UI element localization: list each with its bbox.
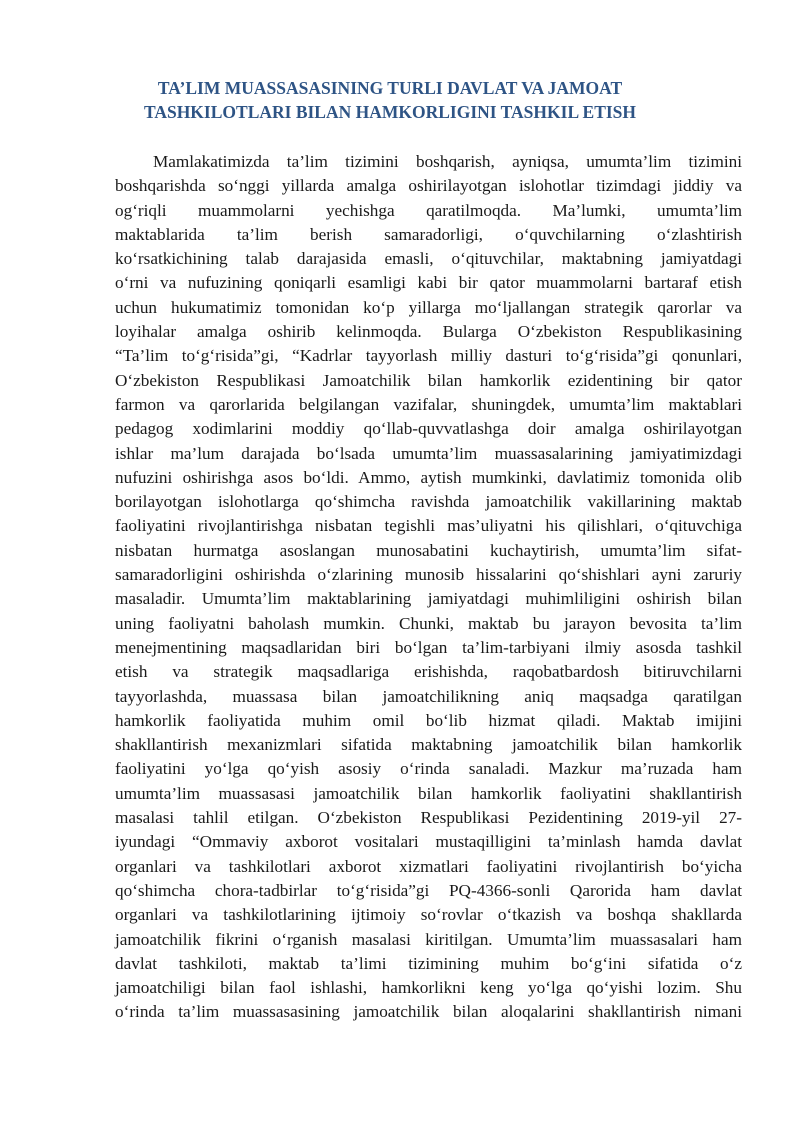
paragraph-line: hamkorlik faoliyatida muhim omil bo‘lib hizmat qiladi. Maktab imijini [115,710,742,730]
paragraph-line: “Ta’lim to‘g‘risida”gi, “Kadrlar tayyorlash milliy dasturi to‘g‘risida”gi qonunlari, [115,346,742,366]
paragraph-line: pedagog xodimlarini moddiy qo‘llab-quvvatlashga doir amalga oshirilayotgan [115,419,742,439]
paragraph-line: farmon va qarorlarida belgilangan vazifalar, shuningdek, umumta’lim maktablari [115,394,742,414]
paragraph-line: iyundagi “Ommaviy axborot vositalari mustaqilligini ta’minlash hamda davlat [115,832,742,852]
paragraph-line: loyihalar amalga oshirib kelinmoqda. Bularga O‘zbekiston Respublikasining [115,322,742,342]
paragraph-line: masalasi tahlil etilgan. O‘zbekiston Respublikasi Pezidentining 2019-yil 27- [115,808,742,828]
document-title [110,76,670,124]
paragraph-line: boshqarishda so‘nggi yillarda amalga oshirilayotgan islohotlar tizimdagi jiddiy va [115,176,742,196]
paragraph-line: etish va strategik maqsadlariga erishishda, raqobatbardosh bitiruvchilarni [115,662,742,682]
paragraph-line: organlari va tashkilotlarining ijtimoiy so‘rovlar o‘tkazish va boshqa shakllarda [115,905,742,925]
paragraph-line: samaradorligini oshirishda o‘zlarining munosib hissalarini qo‘shishlari ayni zaruriy [115,565,742,585]
paragraph-line: O‘zbekiston Respublikasi Jamoatchilik bilan hamkorlik ezidentining bir qator [115,370,742,390]
paragraph-line: umumta’lim muassasasi jamoatchilik bilan hamkorlik faoliyatini shakllantirish [115,783,742,803]
paragraph-line: o‘rinda ta’lim muassasasining jamoatchilik bilan aloqalarini shakllantirish nimani [115,1002,742,1022]
title-line-2: TASHKILOTLARI BILAN HAMKORLIGINI TASHKIL ETISH [143,102,637,122]
paragraph-line: nufuzini oshirishga asos bo‘ldi. Ammo, aytish mumkinki, davlatimiz tomonida olib [115,467,742,487]
paragraph-line: ko‘rsatkichining talab darajasida emasli, o‘qituvchilar, maktabning jamiyatdagi [115,249,742,269]
paragraph-line: jamoatchilik fikrini o‘rganish masalasi kiritilgan. Umumta’lim muassasalari ham [115,929,742,949]
body-paragraph [115,150,742,1025]
paragraph-line: nisbatan hurmatga asoslangan munosabatini kuchaytirish, umumta’lim sifat- [115,540,742,560]
paragraph-line: maktablarida ta’lim berish samaradorligi, o‘quvchilarning o‘zlashtirish [115,224,742,244]
paragraph-line: uning faoliyatni baholash mumkin. Chunki, maktab bu jarayon bevosita ta’lim [115,613,742,633]
paragraph-line: jamoatchiligi bilan faol ishlashi, hamkorlikni keng yo‘lga qo‘yishi lozim. Shu [115,978,742,998]
paragraph-line: organlari va tashkilotlari axborot xizmatlari faoliyatini rivojlantirish bo‘yicha [115,856,742,876]
title-line-1: TA’LIM MUASSASASINING TURLI DAVLAT VA JAMOAT [157,78,623,98]
paragraph-line: menejmentining maqsadlaridan biri bo‘lgan ta’lim-tarbiyani ilmiy asosda tashkil [115,637,742,657]
paragraph-line: borilayotgan islohotlarga qo‘shimcha ravishda jamoatchilik vakillarining maktab [115,492,742,512]
paragraph-line: shakllantirish mexanizmlari sifatida maktabning jamoatchilik bilan hamkorlik [115,735,742,755]
paragraph-line: faoliyatini rivojlantirishga nisbatan tegishli mas’uliyatni his qilishlari, o‘qituvchiga [115,516,742,536]
paragraph-line: davlat tashkiloti, maktab ta’limi tizimining muhim bo‘g‘ini sifatida o‘z [115,953,742,973]
paragraph-line: qo‘shimcha chora-tadbirlar to‘g‘risida”gi PQ-4366-sonli Qarorida ham davlat [115,880,742,900]
paragraph-line: og‘riqli muammolarni yechishga qaratilmoqda. Ma’lumki, umumta’lim [115,200,742,220]
paragraph-line: ishlar ma’lum darajada bo‘lsada umumta’lim muassasalarining jamiyatimizdagi [115,443,742,463]
paragraph-line: masaladir. Umumta’lim maktablarining jamiyatdagi muhimliligini oshirish bilan [115,589,742,609]
paragraph-line: Mamlakatimizda ta’lim tizimini boshqarish, ayniqsa, umumta’lim tizimini [153,152,742,171]
paragraph-line: faoliyatini yo‘lga qo‘yish asosiy o‘rinda sanaladi. Mazkur ma’ruzada ham [115,759,742,779]
paragraph-line: o‘rni va nufuzining qoniqarli esamligi kabi bir qator muammolarni bartaraf etish [115,273,742,293]
paragraph-line: uchun hukumatimiz tomonidan ko‘p yillarga mo‘ljallangan strategik qarorlar va [115,297,742,317]
paragraph-line: tayyorlashda, muassasa bilan jamoatchilikning aniq maqsadga qaratilgan [115,686,742,706]
